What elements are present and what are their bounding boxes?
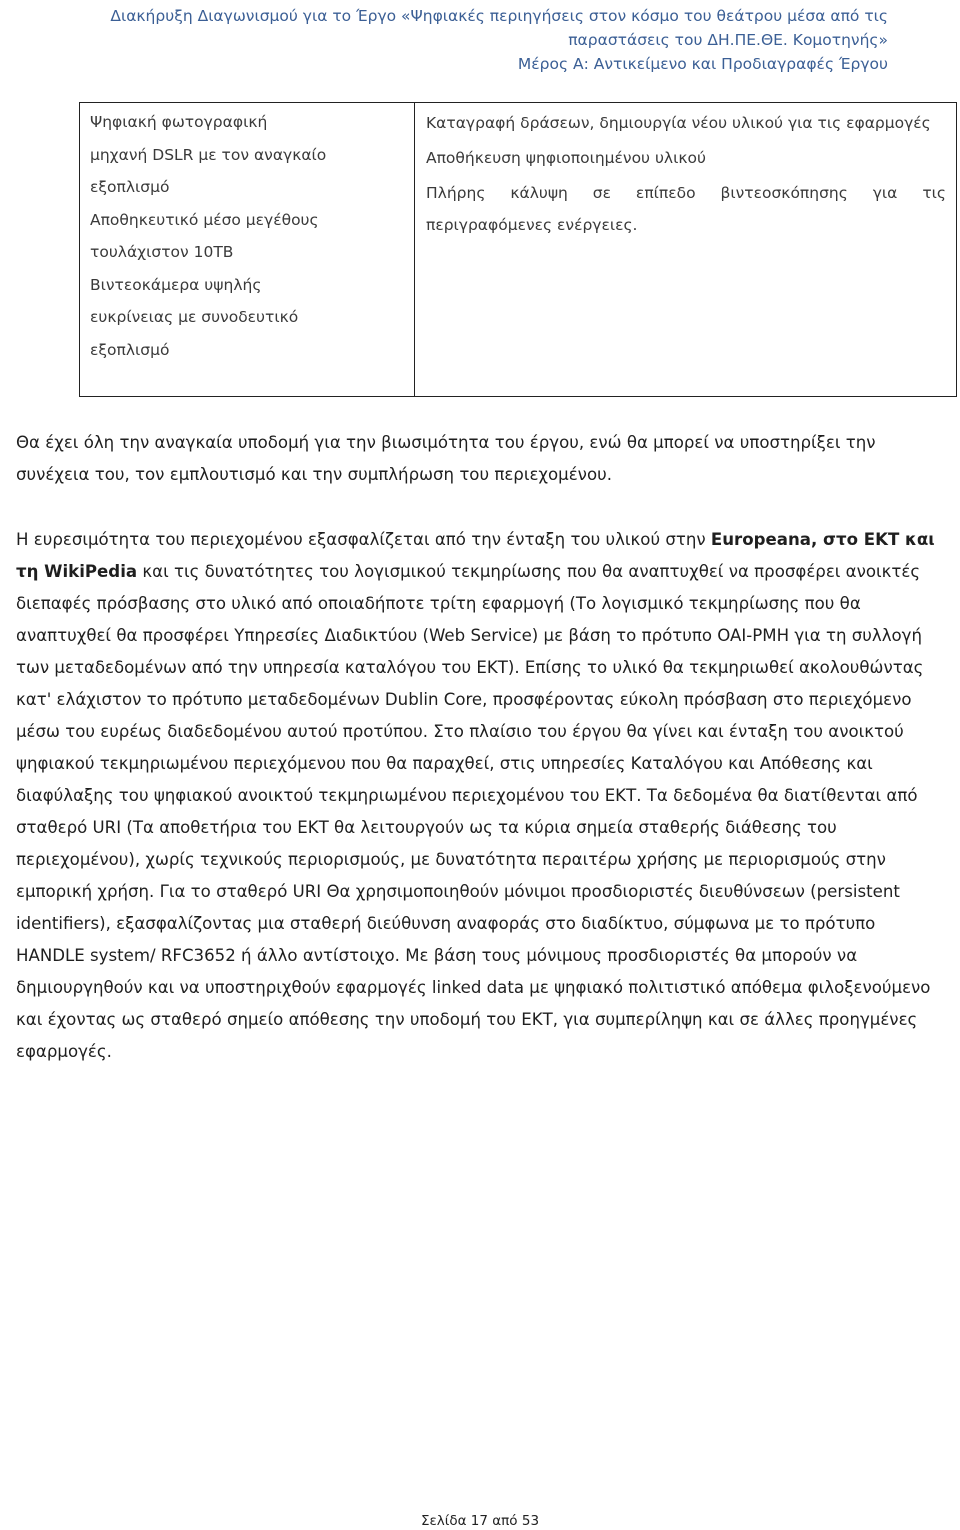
findability-paragraph [16,524,940,1068]
equipment-line: μηχανή DSLR με τον αναγκαίο [90,145,327,164]
table-row [80,103,957,397]
paragraph-text-rest: και τις δυνατότητες του λογισμικού τεκμηρίωσης που θα αναπτυχθεί να προσφέρει ανοικτές διεπαφές πρόσβασης στο υλικό από οποιαδήποτε τρίτη εφαρμογή (Το λογισμικό τεκμηρίωσης που θα αναπτυχθεί θα προσφέρει Υπηρεσίες Διαδικτύου (Web Service) με βάση το πρότυπο OAI-PMH για τη συλλογή των μεταδεδομένων από την υπηρεσία καταλόγου του ΕΚΤ). Επίσης το υλικό θα τεκμηριωθεί ακολουθώντας κατ' ελάχιστον το πρότυπο μεταδεδομένων Dublin Core, προσφέροντας εύκολη πρόσβαση στο περιεχόμενο μέσω του ευρέως διαδεδομένου αυτού προτύπου. Στο πλαίσιο του έργου θα γίνει και ένταξη του ανοικτού ψηφιακού τεκμηριωμένου περιεχόμενου που θα παραχθεί, στις υπηρεσίες Καταλόγου και Απόθεσης και διαφύλαξης του ψηφιακού ανοικτού τεκμηριωμένου περιεχομένου του ΕΚΤ. Τα δεδομένα θα διατίθενται από σταθερό URI (Τα αποθετήρια του ΕΚΤ θα λειτουργούν ως τα κύρια σημεία σταθερής διάθεσης του περιεχομένου), χωρίς τεχνικούς περιορισμούς, με δυνατότητα περαιτέρω χρήσης με περιορισμούς στην εμπορική χρήση. Για το σταθερό URI Θα χρησιμοποιηθούν μόνιμοι προσδιοριστές διευθύνσεων (persistent identifiers), εξασφαλίζοντας μια σταθερή διεύθυνση αναφοράς στο διαδίκτυο, σύμφωνα με το πρότυπο HANDLE system/ RFC3652 ή άλλο αντίστοιχο. Με βάση τους μόνιμους προσδιοριστές θα μπορούν να δημιουργηθούν και να υποστηριχθούν εφαρμογές linked data με ψηφιακό πολιτιστικό απόθεμα φιλοξενούμενο και έχοντας ως σταθερό σημείο απόθεσης την υποδομή του ΕΚΤ, για συμπερίληψη και σε άλλες προηγμένες εφαρμογές. [16,562,931,1061]
paragraph-bold-text: Europeana, στο ΕΚΤ και τη WikiPedia [16,530,935,581]
equipment-line: Βιντεοκάμερα υψηλής [90,275,262,294]
equipment-table [79,102,957,397]
equipment-line: Ψηφιακή φωτογραφική [90,113,268,131]
equipment-cell [80,103,415,397]
paragraph-text-start: Η ευρεσιμότητα του περιεχομένου εξασφαλίζεται από την ένταξη του υλικού στην [16,530,711,549]
usage-item: Πλήρης κάλυψη σε επίπεδο βιντεοσκόπησης για τις περιγραφόμενες ενέργειες. [426,184,946,234]
equipment-line: Αποθηκευτικό μέσο μεγέθους [90,210,319,229]
equipment-line: ευκρίνειας με συνοδευτικό [90,308,299,326]
usage-item: Αποθήκευση ψηφιοποιημένου υλικού [426,149,706,167]
usage-item: Καταγραφή δράσεων, δημιουργία νέου υλικού για τις εφαρμογές [426,114,931,132]
header-title-line-1: Διακήρυξη Διαγωνισμού για το Έργο «Ψηφιακές περιηγήσεις στον κόσμο του θεάτρου μέσα από τις [110,7,888,25]
page-number: Σελίδα 17 από 53 [420,1513,540,1529]
header-title-line-2: παραστάσεις του ΔΗ.ΠΕ.ΘΕ. Κομοτηνής» [568,31,888,49]
usage-cell [415,103,957,397]
equipment-line: εξοπλισμό [90,178,170,196]
header-subtitle: Μέρος Α: Αντικείμενο και Προδιαγραφές Έργου [517,55,888,73]
page-header [40,4,888,76]
equipment-line: εξοπλισμό [90,340,170,359]
sustainability-paragraph: Θα έχει όλη την αναγκαία υποδομή για την βιωσιμότητα του έργου, ενώ θα μπορεί να υποστηρίξει την συνέχεια του, τον εμπλουτισμό και την συμπλήρωση του περιεχομένου. [16,433,876,484]
equipment-line: τουλάχιστον 10TB [90,243,234,261]
